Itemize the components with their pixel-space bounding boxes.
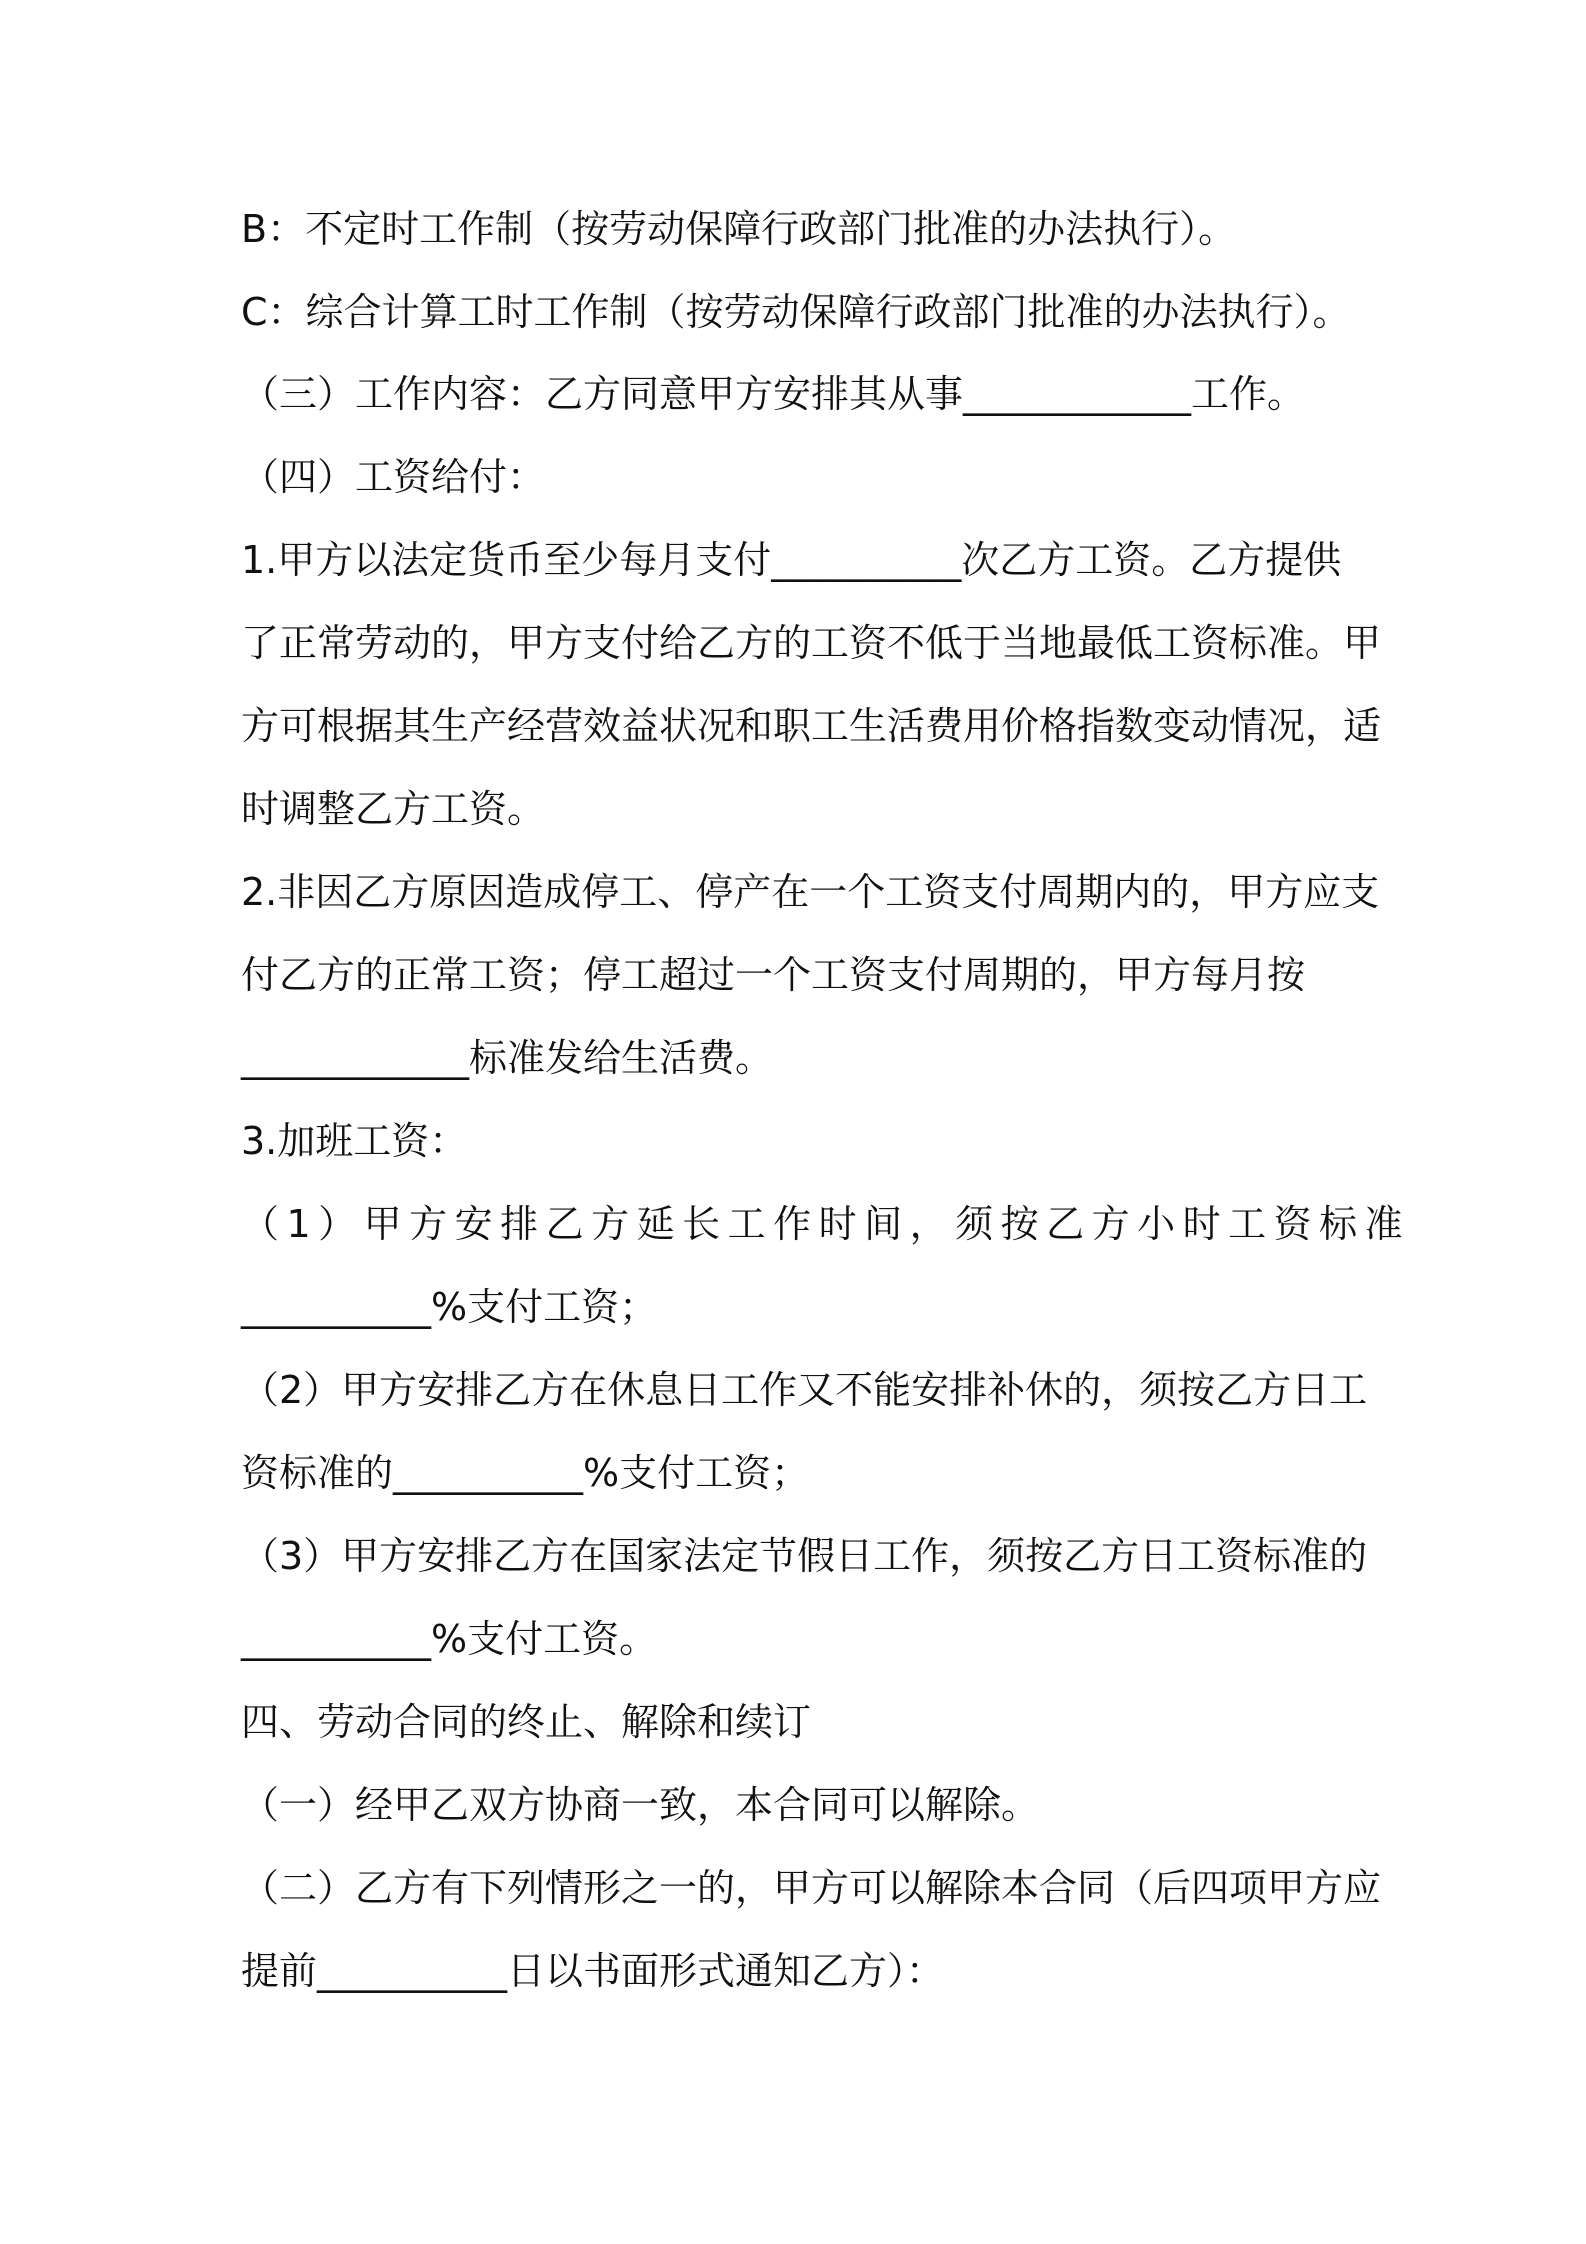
text-line-wage-2b: 付乙方的正常工资；停工超过一个工资支付周期的，甲方每月按 <box>241 953 1306 997</box>
text-line-wage-1a: 1.甲方以法定货币至少每月支付__________次乙方工资。乙方提供 <box>241 538 1342 582</box>
text-line-work-content: （三）工作内容：乙方同意甲方安排其从事____________工作。 <box>241 372 1306 416</box>
text-line-work-system-b: B：不定时工作制（按劳动保障行政部门批准的办法执行）。 <box>241 207 1237 251</box>
text-line-wage-2a: 2.非因乙方原因造成停工、停产在一个工资支付周期内的，甲方应支 <box>241 870 1380 914</box>
text-line-overtime-3b: __________%支付工资。 <box>241 1617 658 1661</box>
text-line-wage-1c: 方可根据其生产经营效益状况和职工生活费用价格指数变动情况，适 <box>241 704 1382 748</box>
text-line-overtime-2a: （2）甲方安排乙方在休息日工作又不能安排补休的，须按乙方日工 <box>241 1368 1368 1412</box>
text-line-overtime-heading: 3.加班工资： <box>241 1119 468 1163</box>
text-line-wage-heading: （四）工资给付： <box>241 455 546 499</box>
text-line-overtime-1b: __________%支付工资； <box>241 1285 658 1329</box>
text-line-overtime-1a: （1）甲方安排乙方延长工作时间，须按乙方小时工资标准 <box>241 1202 1411 1246</box>
text-line-wage-1d: 时调整乙方工资。 <box>241 787 546 831</box>
text-line-overtime-3a: （3）甲方安排乙方在国家法定节假日工作，须按乙方日工资标准的 <box>241 1534 1368 1578</box>
text-line-overtime-2b: 资标准的__________%支付工资； <box>241 1451 810 1495</box>
text-line-wage-1b: 了正常劳动的，甲方支付给乙方的工资不低于当地最低工资标准。甲 <box>241 621 1382 665</box>
text-line-section-four-heading: 四、劳动合同的终止、解除和续订 <box>241 1700 812 1744</box>
text-line-wage-2c: ____________标准发给生活费。 <box>241 1036 774 1080</box>
text-line-termination-2a: （二）乙方有下列情形之一的，甲方可以解除本合同（后四项甲方应 <box>241 1866 1382 1910</box>
text-line-termination-1: （一）经甲乙双方协商一致，本合同可以解除。 <box>241 1783 1040 1827</box>
text-line-termination-2b: 提前__________日以书面形式通知乙方）： <box>241 1949 945 1993</box>
text-line-work-system-c: C：综合计算工时工作制（按劳动保障行政部门批准的办法执行）。 <box>241 290 1351 334</box>
